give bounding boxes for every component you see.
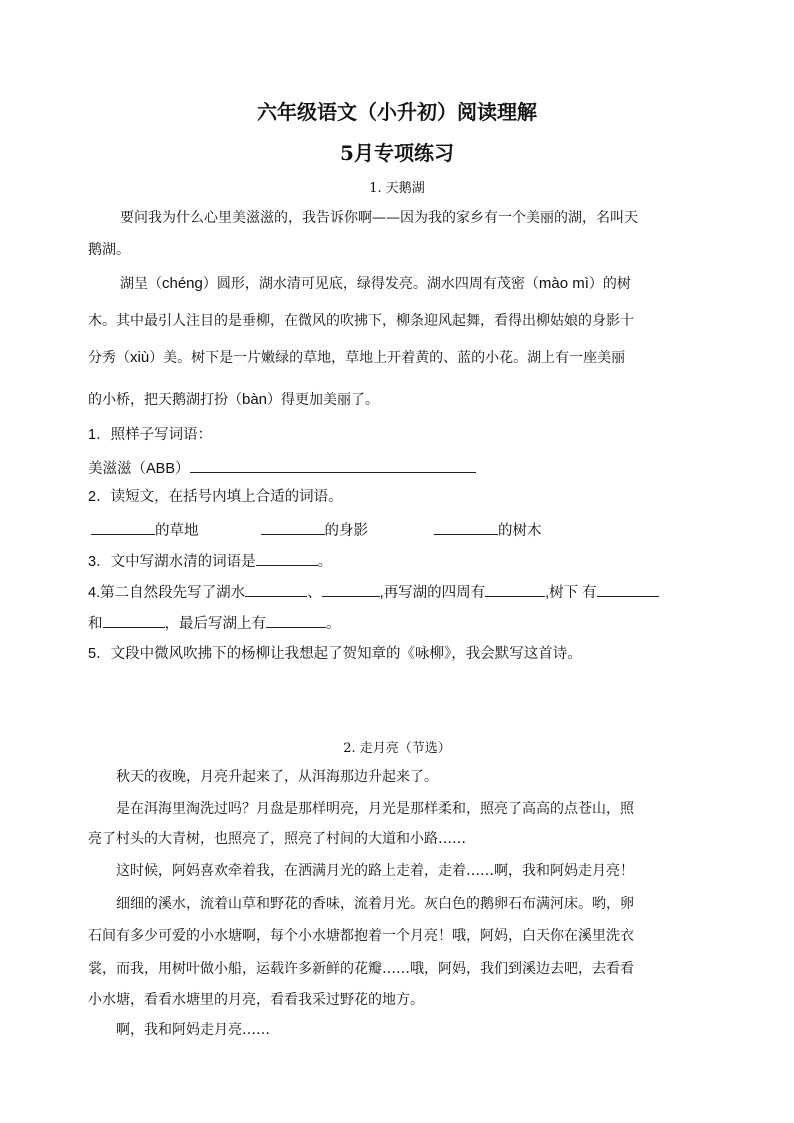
question-2-blanks [91, 518, 542, 541]
answer-blank[interactable] [485, 580, 545, 597]
question-text: 。 [326, 616, 341, 632]
section2-line: 啊，我和阿妈走月亮…… [116, 1022, 270, 1038]
question-text: 、 [307, 585, 322, 601]
section2-line: 细细的溪水，流着山草和野花的香味，流着月光。灰白色的鹅卵石布满河床。哟，卵 [116, 896, 634, 912]
pinyin: xiù [130, 349, 150, 366]
section2-line: 小水塘，看看水塘里的月亮，看看我采过野花的地方。 [88, 992, 424, 1008]
section1-para1-line1: 要问我为什么心里美滋滋的，我告诉你啊——因为我的家乡有一个美丽的湖，名叫天 [120, 210, 638, 226]
question-text: ,再写湖的四周有 [379, 585, 486, 601]
text-segment: ）美。树下是一片嫩绿的草地，草地上开着黄的、蓝的小花。湖上有一座美丽 [149, 350, 626, 366]
answer-blank[interactable] [434, 518, 498, 535]
section2-line: 秋天的夜晚，月亮升起来了，从洱海那边升起来了。 [116, 769, 438, 785]
question-1-example [88, 456, 476, 479]
answer-blank[interactable] [245, 580, 307, 597]
section2-line: 石间有多少可爱的小水塘啊，每个小水塘都抱着一个月亮！哦，阿妈，白天你在溪里洗衣 [88, 928, 634, 944]
section1-para2-line2: 木。其中最引人注目的是垂柳，在微风的吹拂下，柳条迎风起舞，看得出柳姑娘的身影十 [88, 313, 634, 329]
question-1: 1．照样子写词语： [88, 427, 213, 443]
question-text: 。 [317, 554, 333, 570]
question-text: 4.第二自然段先写了湖水 [88, 585, 246, 601]
text-segment: 的小桥，把天鹅湖打扮（ [88, 392, 242, 408]
question-text: ，最后写湖上有 [164, 616, 266, 632]
section1-para2-line3 [88, 348, 625, 368]
answer-blank[interactable] [266, 611, 326, 628]
example-word: 美滋滋（ABB） [88, 461, 190, 477]
answer-blank[interactable] [256, 549, 318, 566]
blank-suffix: 的树木 [498, 523, 542, 539]
section2-heading: 2. 走月亮（节选） [343, 741, 451, 756]
answer-blank[interactable] [597, 580, 659, 597]
section2-line: 裳，而我，用树叶做小船，运载许多新鲜的花瓣……哦，阿妈，我们到溪边去吧，去看看 [88, 961, 634, 977]
section1-heading: 1. 天鹅湖 [369, 181, 425, 196]
text-segment: ）圆形，湖水清可见底，绿得发亮。湖水四周有茂密（ [202, 276, 539, 292]
pinyin: mào mì [538, 275, 589, 292]
answer-blank[interactable] [103, 611, 165, 628]
pinyin: bàn [242, 391, 268, 408]
section2-line: 亮了村头的大青树，也照亮了，照亮了村间的大道和小路…… [88, 831, 466, 847]
blank-suffix: 的身影 [324, 523, 368, 539]
question-2: 2．读短文，在括号内填上合适的词语。 [88, 489, 343, 505]
page-subtitle: 5月专项练习 [340, 141, 454, 165]
answer-blank[interactable] [261, 518, 325, 535]
answer-blank[interactable] [322, 580, 380, 597]
section2-line: 这时候，阿妈喜欢牵着我，在洒满月光的路上走着，走着……啊，我和阿妈走月亮！ [116, 863, 634, 879]
section2-line: 是在洱海里淘洗过吗？月盘是那样明亮，月光是那样柔和，照亮了高高的点苍山，照 [116, 801, 634, 817]
text-segment: ）得更加美丽了。 [267, 392, 380, 408]
pinyin: chéng [162, 275, 203, 292]
question-4-line2 [88, 611, 341, 634]
text-segment: 湖呈（ [120, 276, 162, 292]
answer-blank[interactable] [91, 518, 155, 535]
text-segment: 分秀（ [88, 350, 130, 366]
question-text: 3．文中写湖水清的词语是 [88, 554, 256, 570]
question-4-line1 [88, 580, 659, 603]
blank-suffix: 的草地 [155, 523, 199, 539]
question-text: 和 [88, 616, 103, 632]
section1-para2-line4 [88, 390, 379, 410]
section1-para2-line1 [120, 274, 631, 294]
answer-blank[interactable] [190, 456, 476, 473]
page-title: 六年级语文（小升初）阅读理解 [257, 100, 537, 124]
question-text: ,树下 有 [545, 585, 597, 601]
question-3 [88, 549, 332, 572]
question-5: 5．文段中微风吹拂下的杨柳让我想起了贺知章的《咏柳》，我会默写这首诗。 [88, 646, 582, 662]
text-segment: ）的树 [588, 276, 631, 292]
section1-para1-line2: 鹅湖。 [88, 242, 130, 258]
